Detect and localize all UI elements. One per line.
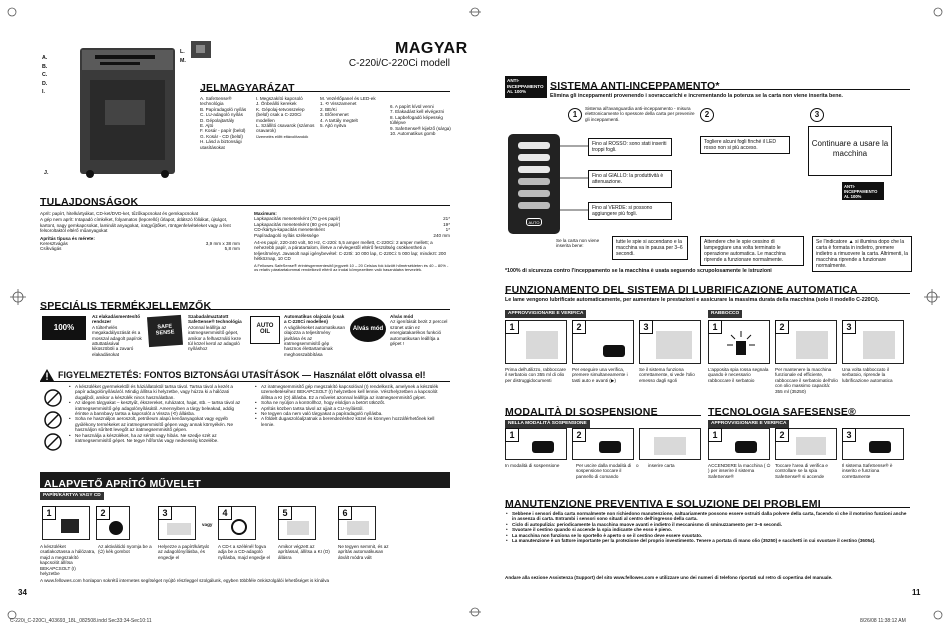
anti-jam-badge-right: ANTI-INCEPPAMENTO AL 100% (505, 76, 547, 98)
legend-item: G. Kosár - CD (belül) (200, 133, 243, 139)
shred-size-value: 3,9 mm x 38 mm (205, 241, 240, 247)
page-number-left: 34 (18, 588, 27, 597)
warning-item: • Soha ne használjon aeroszolt, petróleum alapú kenőanyagokat vagy egyéb gyúlékony termékeket az iratmegsemmisítő gépen vagy annak környékén. Ne használjon sűrített levegőt az iratmegsemmisítő gépen. (68, 416, 244, 432)
step-number: 1 (505, 428, 519, 442)
step-1-illustration (42, 506, 90, 540)
properties-section-header (40, 192, 450, 206)
legend-item: M. Vezérlőpanel és LED-ek (320, 96, 376, 101)
lub-caption: Per eseguire una verifica, premere simultaneamente i tasti auto e avanti (▶) (572, 367, 628, 383)
step-circle-1: 1 (568, 108, 582, 122)
led-red (518, 142, 550, 149)
warning-item: • Ne használja a készüléket, ha az sérült vagy hibás. Ne szedje szét az iratmegsemmisítő gépet. Ne tegye hőforrás vagy nedvesség közelébe. (68, 433, 244, 444)
maintenance-item: • La macchina non funziona se lo sportello è aperto o se il cestino deve essere svuotato. (505, 533, 910, 538)
feature-title: Szabadalmaztatott SafeSense® technológia (188, 314, 242, 325)
legend-item: 3. Előremenet (320, 112, 349, 118)
step-number: 1 (42, 506, 56, 520)
model-name: C-220i/C-220Ci modell (348, 58, 450, 69)
features-row (40, 314, 450, 366)
warning-item: • Az idegen tárgyakat – kesztyűt, ékszereket, ruházatot, hajat, stb. – tartsa távol az iratmegsemmisítő gép adagolónyílásától. Amennyiben a tárgy beleakad, addig érintse a bannbavy tartsa a kapcsolót a Vissza (⟲) állásba. (68, 400, 244, 416)
warning-item: • A készüléket gyermekektől és háziállatoktól tartsa távol. Tartsa távol a kezét a papír adagolónyílásáról. Mindig állítsa ki helyzetbe, vagy húzza ki a hálózati dugaljból, amikor a készülék nincs használatban. (68, 384, 244, 400)
step-caption: A készüléket csatlakoztassa a hálózatra, majd a megszakító kapcsolót állítsa BEKAPCSOLT (I) helyzetbe (40, 544, 96, 577)
legend-item: B. Papíradagoló nyílás (200, 106, 247, 112)
legend-item: 8. Lapbefogadó képesség túllépve (390, 114, 443, 126)
max-key: Papíradagoló nyílás szélessége (254, 232, 319, 238)
letter-l: L. (180, 49, 185, 55)
safesense-section-header (708, 402, 910, 416)
touch-panel-icon (599, 441, 621, 453)
maintenance-item: • Ciclo di autopulizia: periodicamente la macchina muove avanti e indietro il meccanismo di sminuzzamento per 3–6 secondi. (505, 522, 910, 527)
auto-button: AUTO (526, 218, 542, 226)
letter-i: I. (42, 89, 45, 95)
letter-b: B. (42, 63, 48, 70)
anti-jam-badge: 100% (42, 316, 86, 340)
legend-item: 5. Ajtó nyitva (320, 123, 347, 129)
legend-item: E. Ajtó (200, 123, 214, 129)
legend-item: D. Gépolajtartály (200, 117, 235, 123)
feature-title: Automatikus olajozás (csak a C-220Ci modellen) (284, 314, 345, 325)
standby-tag: NELLA MODALITÀ SOSPENSIONE (505, 420, 590, 428)
anti-jam-title: SISTEMA ANTI-INCEPPAMENTO* (550, 80, 720, 92)
maintenance-list (505, 511, 910, 543)
legend-item: F. Kosár - papír (belül) (200, 128, 246, 134)
switch-off-icon (287, 521, 309, 535)
standby-caption: inserire carta (648, 463, 675, 468)
basic-operation-title: ALAPVETŐ APRÍTÓ MŰVELET (44, 478, 202, 490)
sleep-mode-badge: Alvás mód (350, 316, 386, 342)
step-number: 6 (338, 506, 352, 520)
anti-jam-caption-3: Attendere che le spie cessino di lampeggiare una volta terminato le operazione automatica. Le macchina riprende a funzionare normalmente. (700, 236, 804, 266)
print-slug-date: 8/26/08 11:38:12 AM (860, 618, 906, 624)
warning-item: • Soha ne nyúljon a kontrollhoz, hogy eloldjon a betört ütközőt. (254, 400, 448, 405)
step-5-illustration (278, 506, 316, 540)
step-caption: Ne tegyen semmit, és az aprítás automatikusan átvált módra vált (338, 544, 389, 560)
standby-title: MODALITÀ DI SOSPENSIONE (505, 406, 658, 418)
maintenance-item: • La manutenzione è un fattore importante per la protezione del proprio investimento. Tenere a portata di mano olio (35250) e sacchetti in cui svuotare il cestino (36054). (505, 538, 910, 543)
warning-list-2 (254, 384, 448, 427)
led-5 (518, 190, 550, 197)
control-panel (508, 134, 560, 234)
legend-item: A. SafeSense® technológia (200, 96, 232, 107)
safesense-step-2 (775, 428, 837, 460)
feature-auto-oil (284, 314, 346, 357)
sleep-panel-icon (532, 441, 554, 453)
led-6 (518, 202, 550, 209)
legend-column-2 (256, 96, 316, 139)
refill-icon (796, 331, 828, 359)
shred-size-row (40, 246, 240, 251)
step-number: 3 (842, 428, 856, 442)
legend-item: H. Lásd a biztonsági utasításokat (200, 139, 242, 150)
step-number: 2 (572, 428, 586, 442)
letter-d: D. (42, 80, 48, 87)
max-value: 1* (445, 227, 450, 233)
warning-icon (40, 369, 54, 381)
warning-item: • Ne tegyen oda nem való tárgyakat a papíradagoló nyílásba. (254, 411, 448, 416)
standby-section-header (505, 402, 701, 416)
safesense-caption: Toccare l'area di verifica e controllare se la spia SafeSense® si accende (775, 463, 828, 479)
auto-oil-badge: AUTO OIL (250, 316, 280, 344)
step-number: 2 (775, 428, 789, 442)
anti-jam-caption-2: tutte le spie si accendano e la macchina va in pausa per 3–6 secondi. (612, 236, 688, 260)
warning-pictograms (42, 388, 64, 458)
legend-item: I. Megszakító kapcsoló (256, 96, 303, 101)
safesense-caption: ACCENDERE la macchina ( ⏻ ) per inserire il sistema SafeSense® (708, 463, 771, 479)
or-label: vagy (202, 522, 213, 527)
feature-title: Alvás mód (390, 314, 414, 319)
step-number: 3 (158, 506, 172, 520)
touch-area-icon (796, 437, 826, 455)
anti-jam-caption-4: Se l'indicatore ▲ si illumina dopo che la carta è formata in indietro, premere indietro a rimuovere la carta. Altrimenti, la macchina riprende a funzionare normalmente. (812, 236, 912, 272)
shred-size-value: 5,8 mm (224, 246, 240, 252)
legend-item: L. Szállító csavarok (számos csavarok) (256, 123, 315, 134)
power-panel-icon (735, 441, 757, 453)
anti-jam-step-2-callout: Togliere alcuni fogli finché il LED rosso non si più acceso. (700, 136, 790, 154)
step-number: 3 (842, 320, 856, 334)
legend-item: 10. Automatikus gomb (390, 131, 436, 137)
lub-step-2 (572, 320, 634, 364)
step-caption: A CD-t a szélénél fogva adja be a CD-adagoló nyílásba, majd engedje el (218, 544, 271, 560)
led-green (518, 166, 550, 173)
led-4 (518, 178, 550, 185)
letter-c: C. (42, 72, 48, 78)
lub-step-3 (639, 320, 701, 364)
warning-item: • Aprítás közben tartsa távol az ujjait a CU-nyílástól. (254, 406, 448, 411)
maintenance-title: MANUTENZIONE PREVENTIVA E SOLUZIONE DEI PROBLEMI (505, 498, 821, 510)
legend-column-3 (320, 96, 386, 128)
anti-jam-section-header (550, 76, 910, 90)
language-title: MAGYAR (395, 40, 468, 57)
step-number: 4 (218, 506, 232, 520)
properties-not-shred: A gép nem aprít: Intapadó címkéket, folyamatos (leporelló) űrlapot, átlátszó fóliákat, újságot, kartont, nagy gemkapcsokat, laminált anyagokat, iratgyűjtőket, röntgenfelvételeket vagy a fent felsoroltaktól eltérő műanyagokat (40, 217, 231, 234)
legend-item: 7. Elakadást kell elvégezni (390, 109, 445, 115)
step-number: 3 (639, 320, 653, 334)
oil-emission-icon (656, 331, 692, 359)
safesense-caption: Il sistema SafeSense® è inserito e funziona correttamente (842, 463, 893, 479)
shred-size-key: Csíkvágás (40, 246, 62, 252)
oil-light-icon (725, 329, 757, 361)
sleep-icon (347, 521, 369, 535)
legend-column-1 (200, 96, 252, 150)
anti-jam-badge-small: ANTI-INCEPPAMENTO AL 100% (842, 182, 884, 200)
special-features-section-header (40, 296, 450, 310)
lub-step-4 (708, 320, 770, 364)
special-features-title: SPECIÁLIS TERMÉKJELLEMZŐK (40, 300, 212, 312)
lub-step-1 (505, 320, 567, 364)
led-green-callout: Fino al VERDE: si possono aggiungere più fogli. (588, 202, 672, 220)
led-red-callout: Fino al ROSSO: sono stati inseriti troppi fogli. (588, 138, 672, 156)
lub-step-6 (842, 320, 904, 364)
letter-m: M. (180, 57, 186, 64)
max-key: CD-/kártya-kapacitás menetenként (254, 227, 325, 233)
lubrication-tag-1: APPROVVIGIONARE E VERIFICA (505, 310, 586, 318)
lubrication-tag-2: RABBOCCO (708, 310, 742, 318)
basic-steps (40, 502, 450, 576)
max-value: 21* (443, 216, 450, 222)
max-row (254, 233, 450, 238)
legend-column-4 (390, 104, 452, 136)
standby-step-1 (505, 428, 567, 460)
power-switch-icon (61, 519, 79, 533)
maintenance-section-header (505, 494, 910, 508)
maximum-block (254, 211, 450, 273)
lubrication-section-header (505, 280, 910, 294)
legend-title: JELMAGYARÁZAT (200, 82, 295, 94)
shred-size-title: Aprítás típusa és mérete: (40, 235, 95, 241)
legend-item: 4. A tartály megtelt (320, 117, 358, 123)
shred-size-key: Keresztvágás (40, 241, 68, 247)
left-footer: A www.fellowes.com honlapon sokrétű internetes segítséget nyújtó részleggel szolgálunk, egyben többféle önkiszolgálói lehetőséget is kínálva (40, 578, 330, 583)
step-caption: Helyezze a papírt/kártyát az adagolónyílásba, és engedje el (158, 544, 209, 560)
safesense-step-1 (708, 428, 770, 460)
maintenance-item: • Svuotare il cestino quando si accende la spia indicante che esso è pieno. (505, 527, 910, 532)
legend-item: J. Önbeálló kerekek (256, 101, 297, 107)
page-number-right: 11 (912, 588, 921, 597)
safesense-tag: APPROVVIGIONARE E VERIFICA (708, 420, 789, 428)
legend-item: C. LU-adagoló nyílás (200, 112, 243, 118)
lubrication-resume-icon (863, 331, 895, 359)
feature-safesense (188, 314, 246, 352)
shredder-illustration (60, 40, 200, 180)
legend-item: 1. ⟲ Visszamenet (320, 101, 357, 107)
legend-section-header (200, 78, 450, 92)
step-number: 5 (278, 506, 292, 520)
auto-forward-buttons-icon (603, 345, 625, 357)
auto-button-icon (109, 521, 123, 535)
letter-a: A. (42, 55, 48, 61)
feature-text: A túlterhelés megakadályozását és a mosszal adagolt papírok attuttatásával kiküszöböli a zavaró elakadásokat (92, 324, 142, 357)
properties-body (40, 211, 240, 252)
lubrication-title: FUNZIONAMENTO DEL SISTEMA DI LUBRIFICAZIONE AUTOMATICA (505, 284, 858, 296)
legend-item: Üzemelés előtt eltávolítandók (256, 133, 309, 139)
step-6-illustration (338, 506, 376, 540)
legend-item: K. Gépolaj-tetvosszelep (belül) csak a C-220Ci modellen (256, 106, 305, 123)
max-note-2: A Fellowes SafeSense® érintésgermentesítő jegyzett 10 – 20 Celsius fok között hőmérsékleten és 40 – 80% -os relatív páratartalommal rendelkező eltérő az irodai környezetben való használatra tervezték. (254, 262, 449, 273)
properties-shreds: Aprít: papírt, hitelkártyákat, CD-ket/DVD-ket, tűzőkapcsokat és gemkapcsokat (40, 211, 199, 216)
step-caption: Az aktiválódó nyomja be a (⏻) kék gombot (98, 544, 152, 555)
step-3b-illustration (218, 506, 256, 540)
standby-caption: Per uscire dalla modalità di sospensione toccare il pannello di comando (576, 463, 632, 479)
max-note: A4-es papír, 220-240 volt, 50 Hz, C-220i: 5,5 amper mellett, C-220Ci: 2 amper mellett; a nehezebb papír, a páratartalom, illetve a névlegestől eltérő feszültség csökkentheti a teljesítményt. Javasolt napi igénybevétel: C-220i: 10 000 lap, C-220Ci: 5 000 lap; mindezt: 200 hétköznap, 10 CD (254, 240, 447, 262)
lub-step-5 (775, 320, 837, 364)
legend-letters-left (42, 54, 47, 97)
warning-title: FIGYELMEZTETÉS: FONTOS BIZTONSÁGI UTASÍTÁSOK — Használat előtt olvassa el! (58, 369, 426, 380)
anti-jam-caption-1: Se la carta non viene inserita bene: (556, 238, 600, 249)
legend-letters-right (180, 48, 186, 65)
oil-reservoir-icon (526, 331, 558, 359)
warning-list-1 (68, 384, 244, 443)
basic-operation-tag: PAPÍR/KÁRTYA VAGY CD (40, 492, 104, 500)
lubrication-subtitle: Le lame vengono lubrificate automaticamente, per aumentare le prestazioni e assicurare la massima durata della macchina (solo il modello C-220Ci). (505, 297, 880, 303)
feature-text: Az igenítását bezit 2 perccel szünet után ez energiatakarékos funkció automatikusan leállítja a gépet ! (390, 319, 448, 347)
anti-jam-step-3-box: Continuare a usare la macchina (808, 126, 892, 176)
step-number: 2 (775, 320, 789, 334)
legend-item: 2. BE/Ki (320, 106, 337, 112)
anti-jam-subtitle: Elimina gli inceppamenti provenendo i sovraccarichi e incrementando la potenza se la carta non viene inserita bene. (550, 93, 843, 99)
feature-text: Azonnal leállítja az iratmegsemmisítő gépet, amikor a felhasználó keze túl közel kerül az adagoló nyíláshoz (188, 324, 242, 352)
warning-item: • A földelt dugaszolóaljzatnak a berendezéshez közel és könnyen hozzáférhetőnek kell lennie. (254, 416, 448, 427)
step-number: 1 (708, 320, 722, 334)
max-value: 240 mm (433, 232, 450, 238)
letter-j: J. (44, 170, 49, 176)
feature-title: Az elakadásmentesítő rendszer (92, 314, 140, 325)
lub-caption: Una volta rabboccato il serbatoio, riprende la lubrificazione automatica (842, 367, 893, 383)
lub-caption: Per mantenere la macchina funzionale ed efficiente, rabboccare il serbatoio dell'olio con olio massimo capacità: 355 ml (35250) (775, 367, 838, 394)
step-caption: Amikor végzett az aprítással, állítsa a KI (O) állásra (278, 544, 330, 560)
cd-icon (231, 519, 247, 535)
maintenance-footer: Andare alla sezione Assistenza (Support) del sito www.fellowes.com e utilizzare uno dei numeri di telefono riportati sul retro di copertina del manuale. (505, 575, 833, 580)
feature-anti-jam (92, 314, 142, 357)
step-number: 1 (505, 320, 519, 334)
warning-item: • Az iratmegsemmisítő gép megszakító kapcsolóval (I) rendelkezik, amelynek a készülék üzemeltetéséhez BEKAPCSOLT (I) helyzetben kell lennie. Vészhelyzetben a kapcsolót állítsa a KI (O) állásba. Ez a művelet azonnal leállítja az iratmegsemmisítő gépet. (254, 384, 448, 400)
lub-caption: L'apposita spia rossa segnala quando è necessario rabboccare il serbatoio (708, 367, 769, 383)
step-circle-3: 3 (810, 108, 824, 122)
control-panel-thumbnail (190, 40, 212, 60)
properties-title: TULAJDONSÁGOK (40, 196, 139, 208)
legend-item: 9. SafeSense® kijelző (sárga) (390, 125, 451, 131)
safesense-title: TECNOLOGIA SAFESENSE® (708, 406, 857, 418)
step-3a-illustration (158, 506, 196, 540)
print-slug-file: C-220i_C-220Ci_403693_18L_082508.indd Sec33:34-Sec10:11 (10, 618, 152, 624)
maintenance-item: • Sebbene i sensori della carta normalmente non richiedono manutenzione, saltuariamente possono essere ostruiti dalla polvere della carta, facendo sì che il motorino funzioni anche in assenza di carta. Entrambi i sensori sono situati al centro dell'ingresso della carta. (505, 511, 910, 522)
maximum-title: Maximum: (254, 211, 277, 216)
standby-caption: In modalità di sospensione (505, 463, 560, 468)
callout-connectors (560, 140, 590, 220)
standby-caption: o (636, 463, 639, 468)
max-value: 19* (443, 221, 450, 227)
step-circle-2: 2 (700, 108, 714, 122)
warning-header (40, 368, 450, 382)
step-2-illustration (96, 506, 130, 540)
warning-body (40, 384, 450, 468)
step-number: 2 (572, 320, 586, 334)
feature-text: A vágókéseket automatikusan olajozza a teljesítmény javítása és az iratmegsemmisítő gép hasznos élettartamának meghosszabbítása (284, 324, 346, 357)
safesense-badge: SAFE SENSE (147, 315, 183, 347)
step-number: 1 (708, 428, 722, 442)
paper-feed-icon (167, 523, 191, 535)
basic-operation-header (40, 472, 450, 488)
step-number: 2 (96, 506, 110, 520)
safesense-step-3 (842, 428, 904, 460)
lub-caption: Se il sistema funziona correttamente, si vede l'olio emesso dagli sgoli (639, 367, 695, 383)
legend-item: 6. A papírt kívül venni (390, 104, 434, 109)
led-yellow (518, 154, 550, 161)
feature-sleep-mode (390, 314, 448, 346)
led-yellow-callout: Fino al GIALLO: la produttività è attenuazione. (588, 170, 672, 188)
max-key: Lapkapacitás menetenként (70 g-es papír) (254, 216, 341, 222)
anti-jam-step-1-text: Sistema all'avanguardia anti-inceppamento - misura elettronicamente lo spessore della carta per prevenire gli inceppamenti. (585, 106, 695, 122)
max-key: Lapkapacitás menetenként (80 g-es papír) (254, 221, 341, 227)
safesense-light-icon (869, 441, 891, 453)
standby-step-3 (639, 428, 701, 460)
lub-caption: Prima dell'utilizzo, rabboccare il serbatoio con 355 ml di olio per distruggidocumenti (505, 367, 566, 383)
insert-paper-icon (654, 437, 686, 455)
standby-step-2 (572, 428, 634, 460)
anti-jam-footnote: *100% di sicurezza contro l'inceppamento se la macchina è usata seguendo scrupolosamente le istruzioni (505, 268, 772, 274)
